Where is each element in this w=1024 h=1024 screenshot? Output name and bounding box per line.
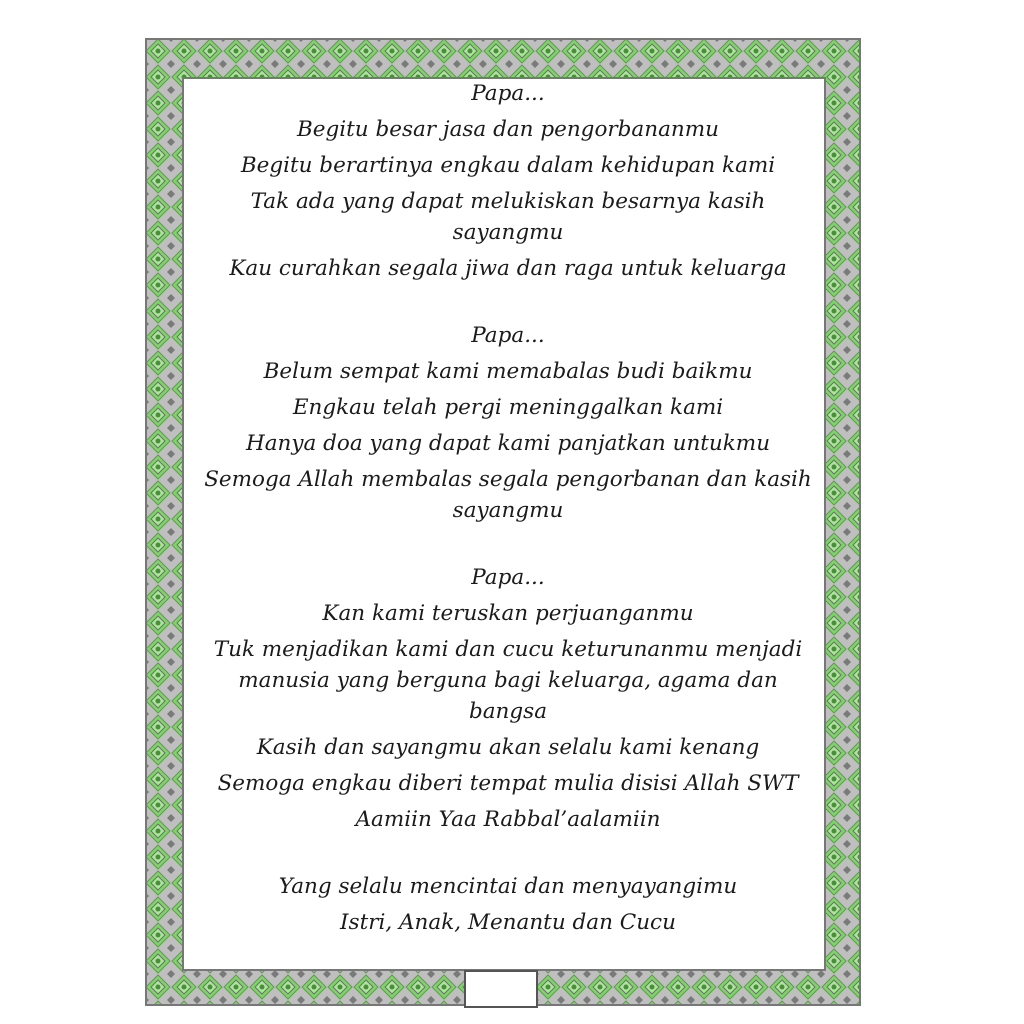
- poem-line: Belum sempat kami memabalas budi baikmu: [263, 359, 753, 384]
- poem-line: Begitu besar jasa dan pengorbananmu: [296, 117, 719, 142]
- poem-line: Tuk menjadikan kami dan cucu keturunanmu menjadi manusia yang berguna bagi keluarga, agama dan bangsa: [213, 637, 803, 724]
- poem-line: Papa...: [471, 565, 545, 590]
- poem-line: Semoga Allah membalas segala pengorbanan dan kasih sayangmu: [204, 467, 812, 523]
- bottom-label-box: [464, 970, 538, 1008]
- poem-line: Hanya doa yang dapat kami panjatkan untukmu: [245, 431, 771, 456]
- stanza-1: [183, 78, 833, 284]
- signature-line: Istri, Anak, Menantu dan Cucu: [340, 910, 676, 935]
- poem-line: Engkau telah pergi meninggalkan kami: [292, 395, 724, 420]
- poem-line: Tak ada yang dapat melukiskan besarnya kasih sayangmu: [250, 189, 766, 245]
- signature-block: [183, 871, 833, 938]
- stanza-3: [183, 562, 833, 835]
- poem-line: Papa...: [471, 81, 545, 106]
- signature-line: Yang selalu mencintai dan menyayangimu: [278, 874, 738, 899]
- stanza-2: [183, 320, 833, 526]
- poem-line: Kasih dan sayangmu akan selalu kami kenang: [256, 735, 760, 760]
- poem-line: Semoga engkau diberi tempat mulia disisi Allah SWT: [217, 771, 799, 796]
- poem-line: Begitu berartinya engkau dalam kehidupan kami: [240, 153, 776, 178]
- poem-line: Kau curahkan segala jiwa dan raga untuk keluarga: [229, 256, 787, 281]
- poem-line: Kan kami teruskan perjuanganmu: [322, 601, 694, 626]
- poem: [183, 78, 833, 968]
- poem-line: Papa...: [471, 323, 545, 348]
- poem-line: Aamiin Yaa Rabbal’aalamiin: [355, 807, 661, 832]
